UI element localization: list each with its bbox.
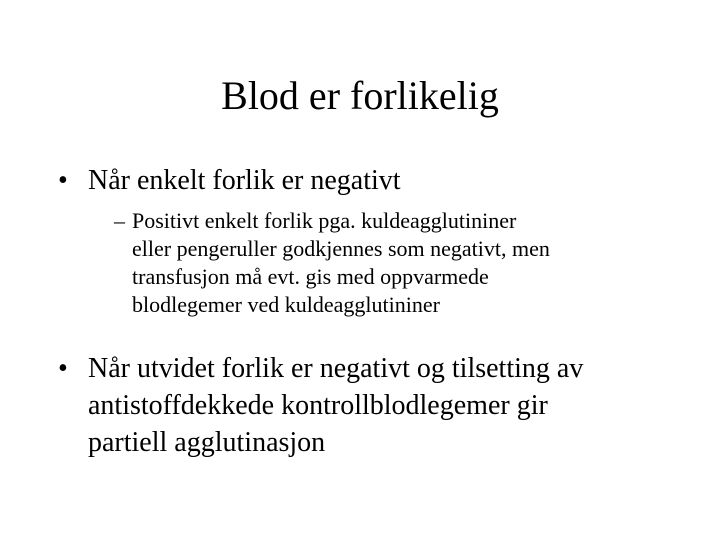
sub-bullet-text-line: Positivt enkelt forlik pga. kuldeagglutininer <box>132 208 517 233</box>
bullet-text-line: Når utvidet forlik er negativt og tilsetting av <box>88 353 584 384</box>
bullet-text-line: Når enkelt forlik er negativt <box>88 165 401 196</box>
sub-bullet-marker: – <box>114 208 125 233</box>
sub-bullet-text <box>132 207 550 319</box>
bullet-text-line: partiell agglutinasjon <box>88 427 326 458</box>
bullet-marker: • <box>58 165 68 196</box>
bullet-marker: • <box>58 353 68 384</box>
bullet-item-1 <box>58 162 698 200</box>
sub-bullet-item <box>114 207 674 319</box>
sub-bullet-text-line: eller pengeruller godkjennes som negativt, men <box>132 236 550 261</box>
bullet-text-line: antistoffdekkede kontrollblodlegemer gir <box>88 390 548 421</box>
sub-bullet-text-line: blodlegemer ved kuldeagglutininer <box>132 292 440 317</box>
bullet-text <box>88 350 583 461</box>
slide-title: Blod er forlikelig <box>221 73 499 118</box>
bullet-item-2 <box>58 350 698 461</box>
bullet-text <box>88 162 401 199</box>
sub-bullet-text-line: transfusjon må evt. gis med oppvarmede <box>132 264 489 289</box>
